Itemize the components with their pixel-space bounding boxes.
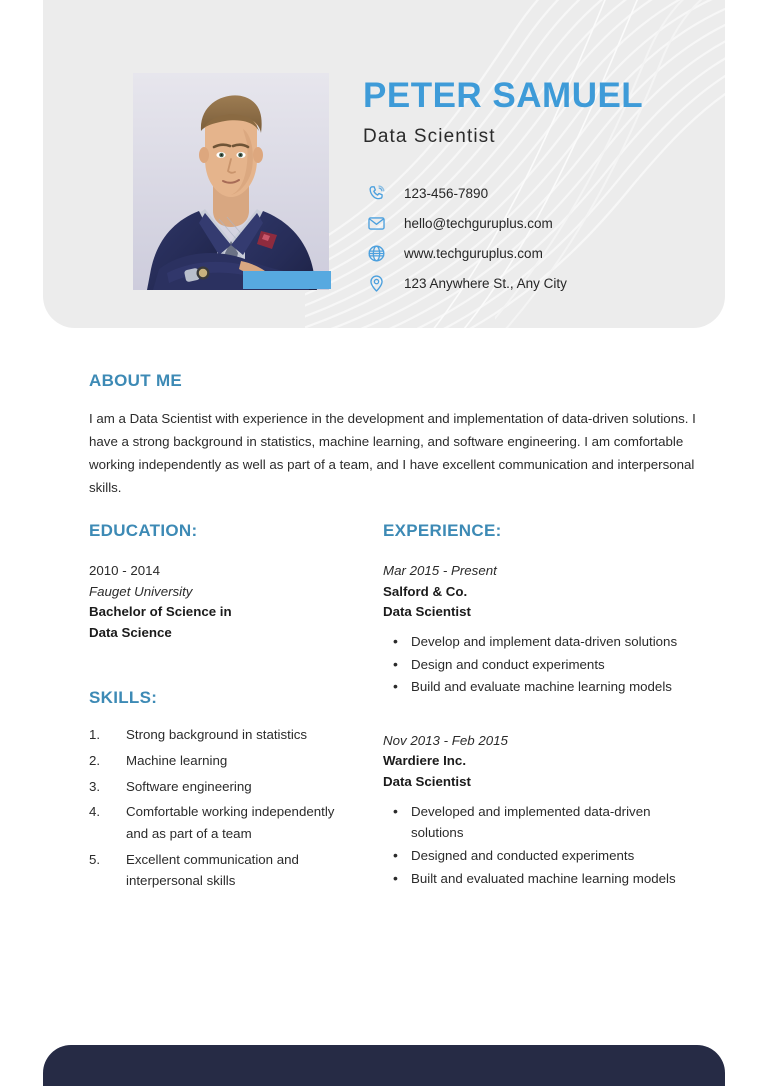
globe-icon (365, 242, 387, 264)
photo-accent-bar (243, 271, 331, 289)
footer-bar (43, 1045, 725, 1086)
experience-company: Salford & Co. (383, 583, 468, 599)
list-item: • Built and evaluated machine learning models (383, 868, 693, 890)
experience-role: Data Scientist (383, 604, 471, 620)
envelope-icon (365, 212, 387, 234)
contact-address-text: 123 Anywhere St., Any City (404, 275, 567, 291)
left-column (89, 521, 354, 896)
experience-duties (383, 801, 693, 890)
list-item: Strong background in statistics (126, 727, 308, 743)
contact-list (365, 178, 567, 298)
skills-title: SKILLS: (89, 688, 158, 708)
list-item: Software engineering (126, 778, 252, 794)
experience-title: EXPERIENCE: (383, 521, 502, 540)
list-item: • Develop and implement data-driven solutions (383, 631, 693, 653)
experience-role: Data Scientist (383, 774, 471, 790)
profile-photo (133, 73, 329, 290)
job-title: Data Scientist (363, 125, 496, 147)
contact-email[interactable] (365, 208, 567, 238)
skills-list (89, 724, 354, 892)
list-item: Comfortable working independently and as part of a team (126, 804, 335, 842)
list-item: • Developed and implemented data-driven solutions (383, 801, 693, 844)
contact-website[interactable] (365, 238, 567, 268)
contact-address[interactable] (365, 268, 567, 298)
list-item: • Design and conduct experiments (383, 654, 693, 676)
experience-company: Wardiere Inc. (383, 753, 467, 769)
education-degree-line2: Data Science (89, 624, 172, 640)
experience-dates: Nov 2013 - Feb 2015 (383, 732, 508, 748)
experience-duties (383, 631, 693, 698)
full-name: PETER SAMUEL (363, 76, 644, 115)
contact-email-text: hello@techguruplus.com (404, 215, 553, 231)
experience-dates: Mar 2015 - Present (383, 563, 497, 578)
phone-icon (365, 182, 387, 204)
education-title: EDUCATION: (89, 521, 198, 540)
contact-website-text: www.techguruplus.com (404, 245, 543, 261)
experience-entry (383, 731, 693, 890)
about-section (89, 371, 704, 499)
experience-entry (383, 561, 693, 698)
education-years: 2010 - 2014 (89, 563, 160, 578)
education-school: Fauget University (89, 583, 193, 599)
name-block (363, 78, 643, 148)
education-degree-line1: Bachelor of Science in (89, 604, 232, 620)
list-item: • Build and evaluate machine learning models (383, 676, 693, 698)
list-item: Excellent communication and interpersonal skills (126, 851, 299, 889)
right-column (383, 521, 693, 890)
about-text: I am a Data Scientist with experience in the development and implementation of data-driven solutions. I have a strong background in statistics, machine learning, and software engineering. I am comfortable working independently as well as part of a team, and I have excellent communication and interpersonal skills. (89, 411, 696, 495)
education-entry (89, 561, 354, 643)
contact-phone-text: 123-456-7890 (404, 185, 489, 201)
location-pin-icon (365, 272, 387, 294)
list-item: • Designed and conducted experiments (383, 845, 693, 867)
list-item: Machine learning (126, 753, 228, 769)
about-title: ABOUT ME (89, 371, 183, 390)
contact-phone[interactable] (365, 178, 567, 208)
header-panel (43, 0, 725, 328)
